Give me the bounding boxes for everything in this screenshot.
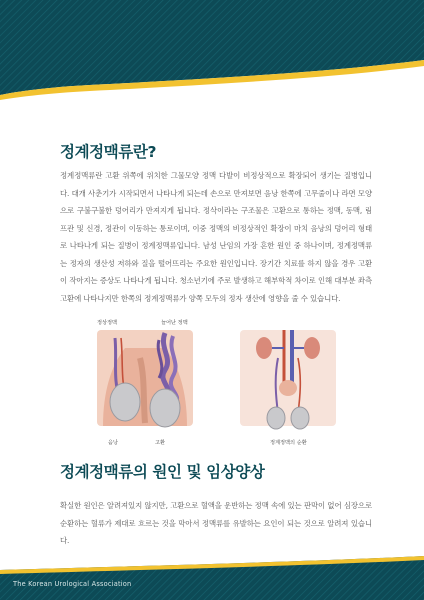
footer-organization: The Korean Urological Association [13,580,132,588]
section2-paragraph: 확실한 원인은 알려져있지 않지만, 고환으로 혈액을 운반하는 정맥 속에 있는 판막이 없어 심장으로 순환하는 혈류가 제대로 흐르는 것을 막아서 정맥류를 유발하는 요인이 되는 것으로 알려져 있습니다. [60,501,372,545]
label-scrotum: 음낭 [108,440,119,446]
section1-title: 정계정맥류란? [60,143,157,161]
circulation-figure [238,318,338,450]
section1-paragraph: 정계정맥류란 고환 위쪽에 위치한 그물모양 정맥 다발이 비정상적으로 확장되어 생기는 질병입니다. 대개 사춘기가 시작되면서 나타나게 되는데 손으로 만져보면 음낭 한쪽에 고무줄이나 라면 모양으로 구불구불한 덩어리가 만져지게 됩니다. 정삭이라는 구조물은 고환으로 통하는 정맥, 동맥, 림프관 및 신경, 정관이 이동하는 통로이며, 이중 정맥의 비정상적인 확장이 마치 음낭의 덩어리 형태로 나타나게 되는 질병이 정계정맥류입니다. 남성 난임의 가장 흔한 원인 중 하나이며, 정계정맥류는 정자의 생산성 저하와 질을 떨어뜨리는 주요한 원인입니다. 장기간 치료를 하지 않을 경우 고환이 작아지는 증상도 나타나게 됩니다. 청소년기에 주로 발생하고 해부학적 차이로 인해 대부분 좌측 고환에 나타나지만 한쪽의 정계정맥류가 양쪽 모두의 정자 생산에 영향을 줄 수 있습니다. [60,171,372,303]
label-dilated-vein: 늘어난 정맥 [161,320,188,326]
label-testis: 고환 [155,440,166,446]
footer-band [0,556,424,600]
label-normal-vein: 정상정맥 [97,320,118,326]
section2-title: 정계정맥류의 원인 및 임상양상 [60,463,265,481]
header-band [0,0,424,100]
varicocele-anatomy-figure [95,318,195,450]
varicocele-illustration [95,318,195,450]
circulation-illustration [238,318,338,450]
figure-caption-circulation: 정계정맥의 순환 [270,440,307,446]
